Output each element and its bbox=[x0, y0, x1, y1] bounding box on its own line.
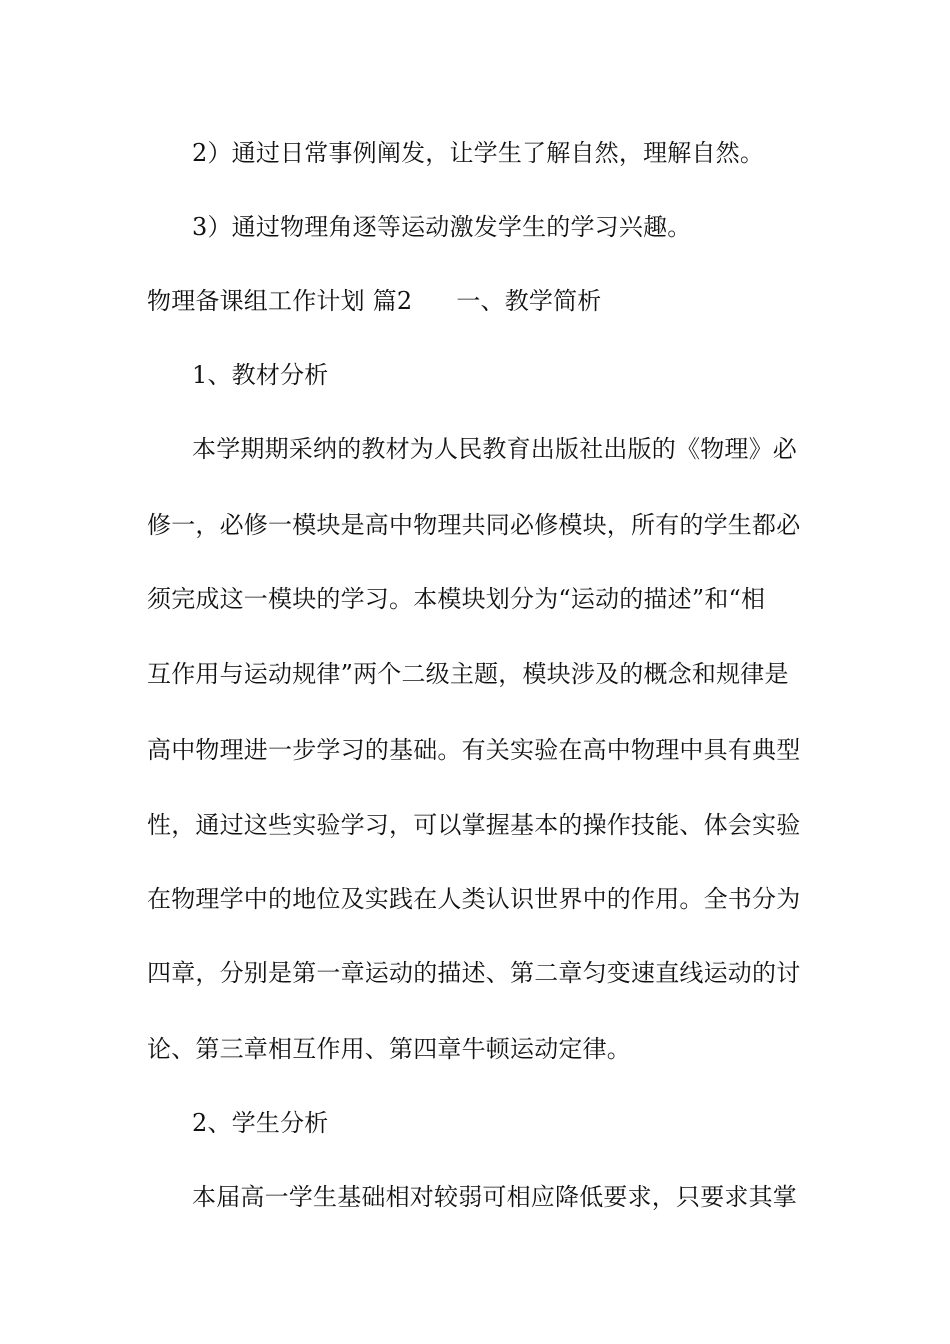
paragraph-line: 性，通过这些实验学习，可以掌握基本的操作技能、体会实验 bbox=[147, 811, 801, 839]
paragraph-line: 在物理学中的地位及实践在人类认识世界中的作用。全书分为 bbox=[147, 885, 801, 913]
paragraph-line: 论、第三章相互作用、第四章牛顿运动定律。 bbox=[147, 1035, 631, 1063]
paragraph-line: 2）通过日常事例阐发，让学生了解自然，理解自然。 bbox=[192, 139, 765, 167]
paragraph-line: 修一，必修一模块是高中物理共同必修模块，所有的学生都必 bbox=[147, 511, 801, 539]
paragraph-line: 高中物理进一步学习的基础。有关实验在高中物理中具有典型 bbox=[147, 736, 801, 764]
paragraph-line: 四章，分别是第一章运动的描述、第二章匀变速直线运动的讨 bbox=[147, 959, 801, 987]
paragraph-line: 互作用与运动规律”两个二级主题，模块涉及的概念和规律是 bbox=[147, 660, 789, 688]
paragraph-line: 3）通过物理角逐等运动激发学生的学习兴趣。 bbox=[192, 213, 692, 241]
section-subtitle: 一、教学简析 bbox=[456, 287, 602, 315]
section-title: 物理备课组工作计划 篇2 bbox=[147, 287, 413, 315]
paragraph-line: 本学期期采纳的教材为人民教育出版社出版的《物理》必 bbox=[192, 435, 797, 463]
paragraph-line: 须完成这一模块的学习。本模块划分为“运动的描述”和“相 bbox=[147, 585, 766, 613]
subsection-title: 2、学生分析 bbox=[192, 1109, 329, 1137]
subsection-title: 1、教材分析 bbox=[192, 361, 329, 389]
section-heading bbox=[147, 286, 602, 316]
paragraph-line: 本届高一学生基础相对较弱可相应降低要求，只要求其掌 bbox=[192, 1183, 797, 1211]
